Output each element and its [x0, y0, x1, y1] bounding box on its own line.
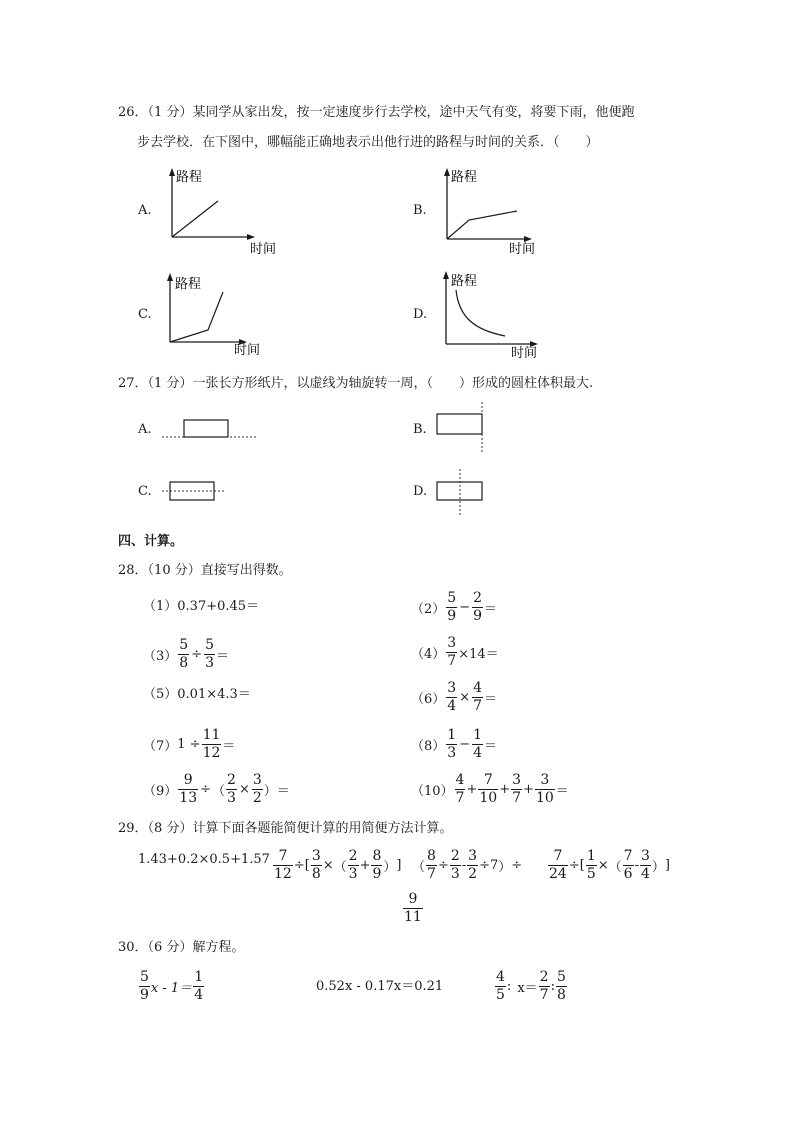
rect-option-c [158, 477, 228, 505]
q27-option-c-label: C. [138, 484, 152, 499]
graph-a [160, 165, 277, 257]
q27-text: 27．（1 分）一张长方形纸片，以虚线为轴旋转一周，（ ）形成的圆柱体积最大. [118, 376, 594, 391]
graph-d-x-label: 时间 [511, 346, 538, 361]
q26-option-a-label: A. [138, 203, 152, 218]
rect-option-a [158, 415, 262, 443]
q28-p4: （4） $\frac{3}{7}$ ×14＝ [411, 635, 499, 669]
graph-b-x-label: 时间 [509, 242, 536, 257]
q28-title: 28．（10 分）直接写出得数。 [118, 563, 292, 578]
q28-p7: （7） 1 ÷ $\frac{11}{12}$ ＝ [143, 727, 236, 761]
graph-a-y-label: 路程 [176, 170, 203, 185]
q29-expr-2-tail: $\frac{9}{11}$ [404, 891, 422, 925]
q28-p8: （8） $\frac{1}{3}$ − $\frac{1}{4}$ ＝ [411, 727, 498, 761]
q26-option-d-label: D. [413, 307, 428, 322]
q26-option-c-label: C. [138, 307, 152, 322]
q29-expr-3: （ $\frac{8}{7}$ ÷ $\frac{2}{3}$ - $\frac{3}{2}$ ÷ 7 ） ÷ [412, 848, 523, 882]
graph-c-y-label: 路程 [175, 277, 202, 292]
q28-p3: （3） $\frac{5}{8}$ ÷ $\frac{5}{3}$ ＝ [143, 637, 230, 671]
q30-eq-3: $\frac{4}{5}$ : x＝ $\frac{2}{7}$ : $\frac{5}{8}$ [496, 969, 566, 1003]
q29-expr-1: 1.43+0.2×0.5+1.57 [138, 852, 270, 867]
q28-p2: （2） $\frac{5}{9}$ − $\frac{2}{9}$ ＝ [411, 590, 498, 624]
graph-c [160, 270, 275, 360]
graph-a-x-label: 时间 [250, 242, 277, 257]
graph-c-x-label: 时间 [234, 343, 261, 358]
q27-option-b-label: B. [413, 422, 427, 437]
rect-option-b [432, 402, 492, 454]
q28-p9: （9） $\frac{9}{13}$ ÷ （ $\frac{2}{3}$ × $\frac{3}{2}$ ） ＝ [143, 772, 290, 806]
q29-title: 29．（8 分）计算下面各题能简便计算的用简便方法计算。 [118, 821, 453, 836]
q30-eq-2: 0.52x - 0.17x＝0.21 [316, 979, 444, 994]
graph-d-y-label: 路程 [451, 274, 478, 289]
q27-option-d-label: D. [413, 484, 428, 499]
q26-line2: 步去学校．在下图中，哪幅能正确地表示出他行进的路程与时间的关系．（ ） [137, 135, 599, 150]
q28-p1: （1）0.37+0.45＝ [143, 599, 260, 614]
q30-title: 30．（6 分）解方程。 [118, 940, 245, 955]
section-title: 四、计算。 [118, 534, 184, 549]
q29-expr-4: $\frac{7}{24}$ ÷ [ $\frac{1}{5}$ × （ $\frac{7}{6}$ - $\frac{3}{4}$ ） ] [549, 848, 670, 882]
q26-option-b-label: B. [413, 203, 427, 218]
q26-line1: 26．（1 分）某同学从家出发，按一定速度步行去学校，途中天气有变，将要下雨，他便跑 [118, 105, 635, 120]
q28-p5: （5）0.01×4.3＝ [143, 687, 251, 702]
graph-d [435, 268, 550, 362]
graph-b-y-label: 路程 [451, 170, 478, 185]
q28-p10: （10） $\frac{4}{7}$ + $\frac{7}{10}$ + $\frac{3}{7}$ + $\frac{3}{10}$ ＝ [411, 772, 569, 806]
q29-expr-2: $\frac{7}{12}$ ÷ [ $\frac{3}{8}$ × （ $\frac{2}{3}$ + $\frac{8}{9}$ ） ] [274, 848, 402, 882]
rect-option-d [432, 467, 492, 519]
graph-b [435, 165, 550, 255]
q27-option-a-label: A. [138, 422, 152, 437]
q30-eq-1: $\frac{5}{9}$ x - 1＝ $\frac{1}{4}$ [140, 969, 204, 1003]
q28-p6: （6） $\frac{3}{4}$ × $\frac{4}{7}$ ＝ [411, 680, 498, 714]
